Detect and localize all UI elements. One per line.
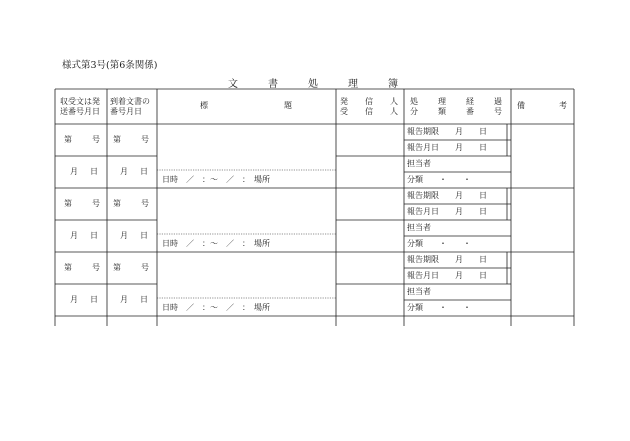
header-char: 理 [438, 97, 446, 106]
header-char: 受 [340, 107, 348, 116]
arrival-date-label [120, 231, 148, 241]
received-date-label-part: 月 [70, 231, 78, 240]
classification-label: 分類 ・ ・ [407, 175, 471, 184]
received-number-label-part: 第 [64, 199, 72, 208]
classification-label: 分類 ・ ・ [407, 239, 471, 248]
header-col5 [410, 97, 502, 117]
arrival-date-label-part: 日 [140, 167, 148, 176]
header-col1-line1: 収受文は発 [60, 97, 100, 106]
arrival-number-label [113, 199, 149, 209]
header-char: 処 [410, 97, 418, 106]
arrival-number-label-part: 第 [113, 135, 121, 144]
header-col6-char: 考 [559, 101, 567, 110]
arrival-date-label-part: 月 [120, 231, 128, 240]
received-number-label [64, 135, 100, 145]
header-col4 [340, 97, 398, 117]
title-char: 理 [348, 79, 358, 90]
assignee-label: 担当者 [407, 159, 431, 168]
arrival-number-label-part: 第 [113, 199, 121, 208]
header-col4-line2 [340, 107, 398, 117]
received-number-label-part: 第 [64, 135, 72, 144]
received-date-label-part: 月 [70, 295, 78, 304]
arrival-date-label-part: 日 [140, 295, 148, 304]
report-date-label: 報告月日 月 日 [407, 207, 487, 216]
header-char: 信 [365, 97, 373, 106]
header-col3-char: 題 [284, 101, 292, 110]
received-date-label [70, 295, 98, 305]
header-col3 [200, 101, 292, 111]
arrival-number-label-part: 第 [113, 263, 121, 272]
received-date-label [70, 167, 98, 177]
report-deadline-label: 報告期限 月 日 [407, 127, 487, 136]
received-date-label [70, 231, 98, 241]
report-date-label: 報告月日 月 日 [407, 271, 487, 280]
arrival-date-label [120, 167, 148, 177]
report-deadline-label: 報告期限 月 日 [407, 191, 487, 200]
report-date-label: 報告月日 月 日 [407, 143, 487, 152]
received-number-label-part: 第 [64, 263, 72, 272]
header-col3-char: 標 [200, 101, 208, 110]
header-char: 発 [340, 97, 348, 106]
header-char: 番 [466, 107, 474, 116]
header-col5-line2 [410, 107, 502, 117]
header-col6 [517, 101, 567, 111]
arrival-number-label-part: 号 [141, 263, 149, 272]
header-col2-line2: 番号月日 [110, 107, 142, 116]
received-number-label-part: 号 [92, 199, 100, 208]
header-col4-line1 [340, 97, 398, 107]
title-char: 処 [308, 79, 318, 90]
arrival-date-label-part: 日 [140, 231, 148, 240]
classification-label: 分類 ・ ・ [407, 303, 471, 312]
received-date-label-part: 日 [90, 295, 98, 304]
received-date-label-part: 日 [90, 167, 98, 176]
arrival-date-label [120, 295, 148, 305]
header-col1 [60, 97, 108, 117]
received-date-label-part: 日 [90, 231, 98, 240]
header-char: 人 [390, 97, 398, 106]
datetime-place-label: 日時 ／ ：～ ／ ： 場所 [162, 303, 270, 312]
assignee-label: 担当者 [407, 223, 431, 232]
header-char: 経 [466, 97, 474, 106]
header-char: 信 [365, 107, 373, 116]
header-char: 過 [494, 97, 502, 106]
received-date-label-part: 月 [70, 167, 78, 176]
arrival-number-label [113, 135, 149, 145]
assignee-label: 担当者 [407, 287, 431, 296]
datetime-place-label: 日時 ／ ：～ ／ ： 場所 [162, 239, 270, 248]
header-col1-line2: 送番号月日 [60, 107, 100, 116]
header-char: 人 [390, 107, 398, 116]
received-number-label [64, 263, 100, 273]
title-char: 簿 [388, 79, 398, 90]
arrival-number-label-part: 号 [141, 135, 149, 144]
received-number-label-part: 号 [92, 263, 100, 272]
header-col6-char: 備 [517, 101, 525, 110]
header-col2-line1: 到着文書の [110, 97, 150, 106]
received-number-label [64, 199, 100, 209]
datetime-place-label: 日時 ／ ：～ ／ ： 場所 [162, 175, 270, 184]
title-char: 文 [228, 79, 238, 90]
header-char: 号 [494, 107, 502, 116]
received-number-label-part: 号 [92, 135, 100, 144]
header-char: 分 [410, 107, 418, 116]
arrival-date-label-part: 月 [120, 295, 128, 304]
form-label: 様式第3号(第6条関係) [62, 60, 158, 71]
header-col2 [110, 97, 158, 117]
arrival-number-label [113, 263, 149, 273]
arrival-number-label-part: 号 [141, 199, 149, 208]
header-col5-line1 [410, 97, 502, 107]
title-char: 書 [268, 79, 278, 90]
arrival-date-label-part: 月 [120, 167, 128, 176]
header-char: 類 [438, 107, 446, 116]
report-deadline-label: 報告期限 月 日 [407, 255, 487, 264]
